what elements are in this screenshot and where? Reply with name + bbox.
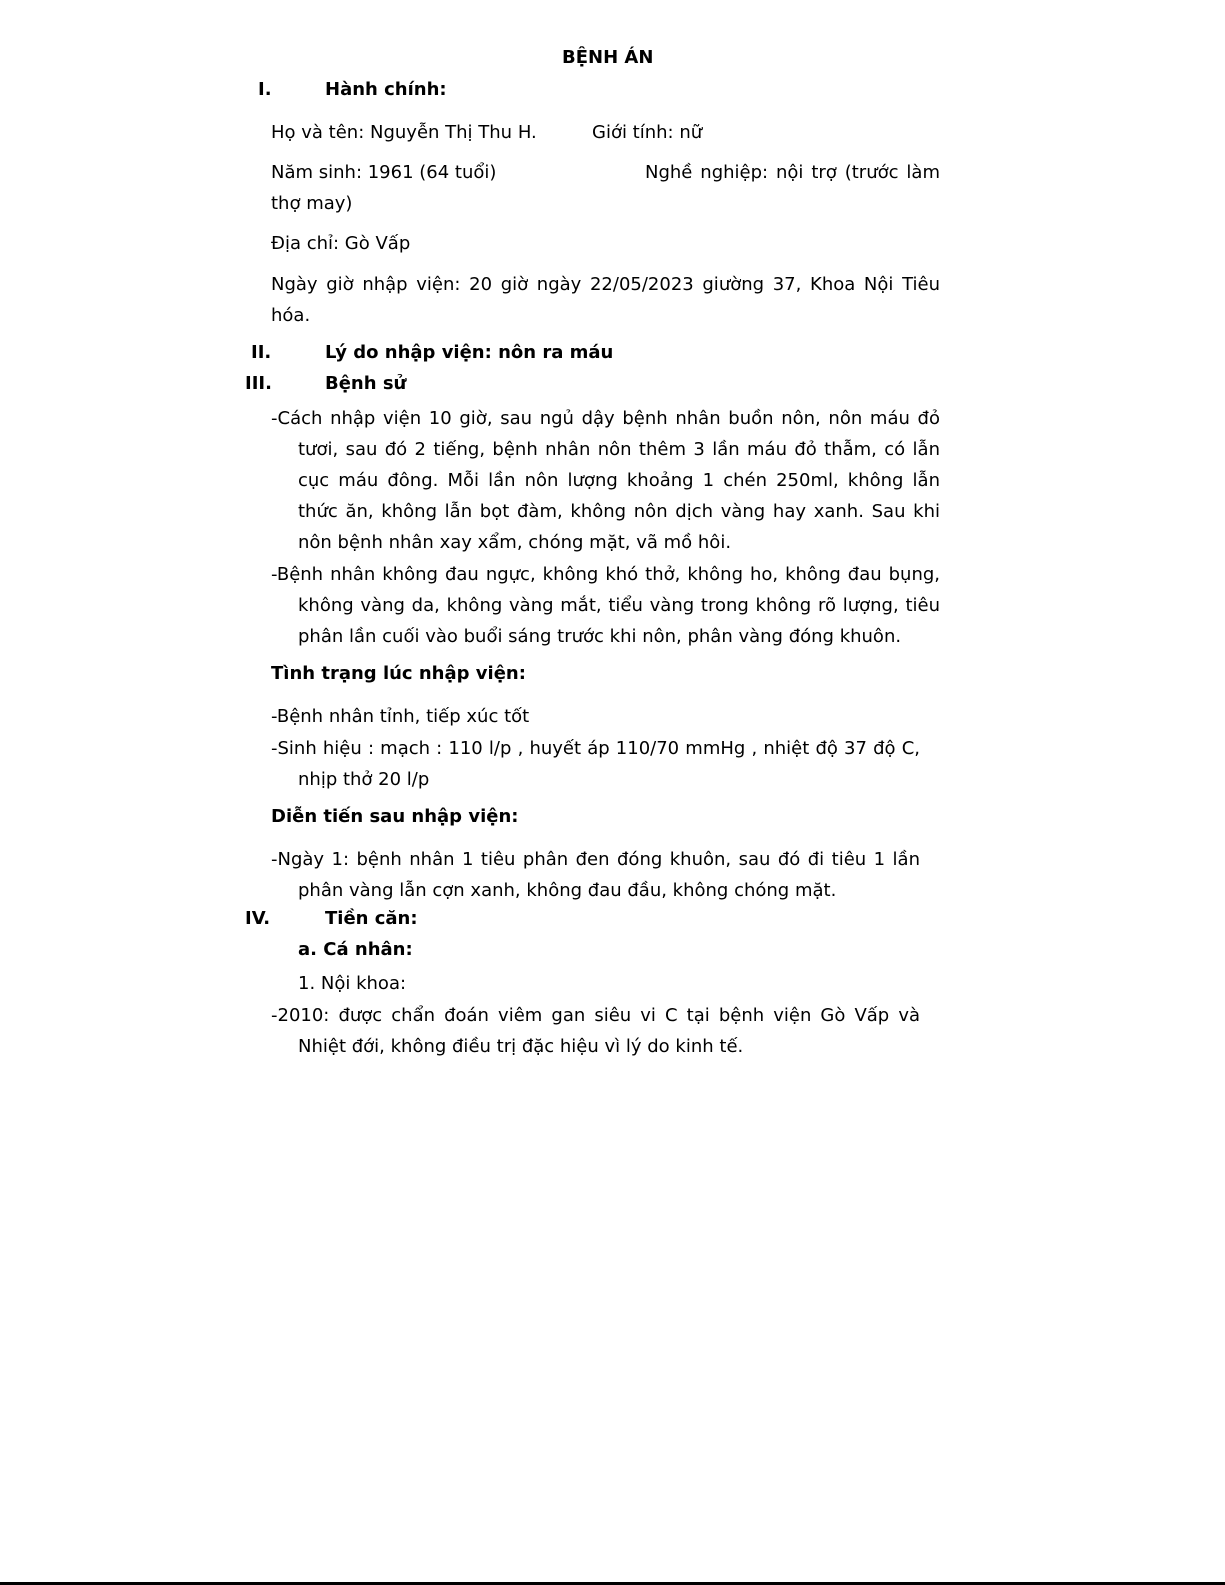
history-paragraph-1: -Cách nhập viện 10 giờ, sau ngủ dậy bệnh nhân buồn nôn, nôn máu đỏ tươi, sau đó 2 tiếng, bệnh nhân nôn thêm 3 lần máu đỏ thẫm, có lẫn cục máu đông. Mỗi lần nôn lượng khoảng 1 chén 250ml, không lẫn thức ăn, không lẫn bọt đàm, không nôn dịch vàng hay xanh. Sau khi nôn bệnh nhân xay xẩm, chóng mặt, vã mồ hôi. [271,408,940,553]
section-1-number: I. [258,79,272,100]
admit-status-item-2: -Sinh hiệu : mạch : 110 l/p , huyết áp 110/70 mmHg , nhiệt độ 37 độ C, nhịp thở 20 l/p [271,738,920,790]
admission-time: Ngày giờ nhập viện: 20 giờ ngày 22/05/2023 giường 37, Khoa Nội Tiêu hóa. [271,274,940,326]
history-paragraph-2: -Bệnh nhân không đau ngực, không khó thở, không ho, không đau bụng, không vàng da, không vàng mắt, tiểu vàng trong không rõ lượng, tiêu phân lần cuối vào buổi sáng trước khi nôn, phân vàng đóng khuôn. [271,564,940,647]
medical-history-item-1: -2010: được chẩn đoán viêm gan siêu vi C tại bệnh viện Gò Vấp và Nhiệt đới, không điều trị đặc hiệu vì lý do kinh tế. [271,1005,920,1057]
patient-job-line1: Nghề nghiệp: nội trợ (trước làm [645,162,940,183]
patient-name: Họ và tên: Nguyễn Thị Thu H. [271,122,537,143]
section-2-number: II. [251,342,272,363]
progress-heading: Diễn tiến sau nhập viện: [271,806,519,827]
admit-status-heading: Tình trạng lúc nhập viện: [271,663,526,684]
section-3-heading: Bệnh sử [325,373,407,394]
section-4-number: IV. [245,908,271,929]
section-1-heading: Hành chính: [325,79,447,100]
document-title: BỆNH ÁN [562,47,654,68]
admit-status-item-1: -Bệnh nhân tỉnh, tiếp xúc tốt [271,706,530,727]
progress-item-1: -Ngày 1: bệnh nhân 1 tiêu phân đen đóng khuôn, sau đó đi tiêu 1 lần phân vàng lẫn cợn xanh, không đau đầu, không chóng mặt. [271,849,920,901]
personal-history-heading: a. Cá nhân: [298,939,413,960]
patient-birth: Năm sinh: 1961 (64 tuổi) [271,162,497,183]
section-4-heading: Tiền căn: [325,908,418,929]
section-3-number: III. [245,373,272,394]
patient-job-line2: thợ may) [271,193,353,214]
patient-gender: Giới tính: nữ [592,122,703,143]
internal-medicine-item: 1. Nội khoa: [298,973,407,994]
section-2-heading: Lý do nhập viện: nôn ra máu [325,342,614,363]
patient-address: Địa chỉ: Gò Vấp [271,233,411,254]
